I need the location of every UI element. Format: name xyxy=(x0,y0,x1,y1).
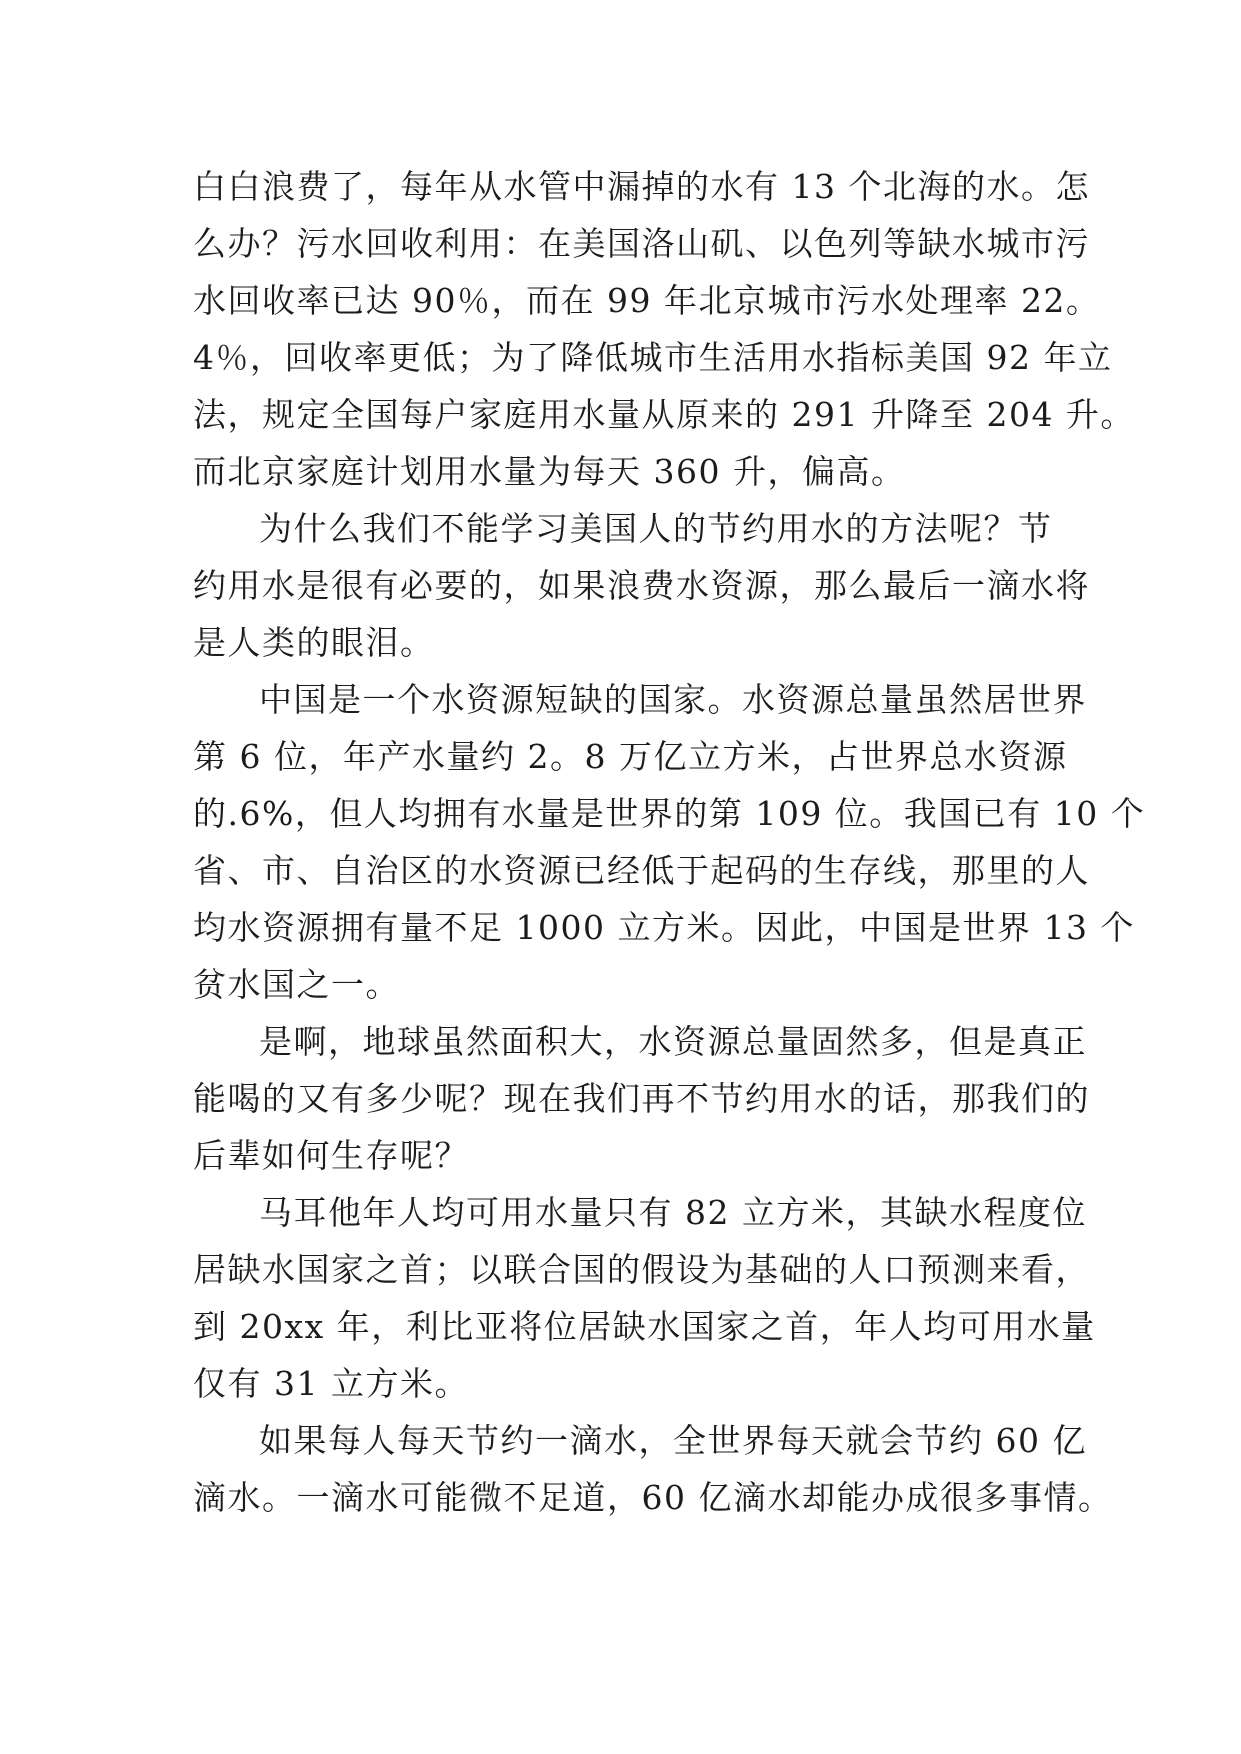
text-line: 4％，回收率更低；为了降低城市生活用水指标美国 92 年立 xyxy=(193,338,1113,377)
text-line: 么办？污水回收利用：在美国洛山矶、以色列等缺水城市污 xyxy=(193,224,1090,263)
paragraph-5 xyxy=(193,1184,1096,1412)
text-line: 到 20xx 年，利比亚将位居缺水国家之首，年人均可用水量 xyxy=(193,1307,1096,1346)
text-line: 滴水。一滴水可能微不足道，60 亿滴水却能办成很多事情。 xyxy=(193,1478,1113,1517)
text-line: 约用水是很有必要的，如果浪费水资源，那么最后一滴水将 xyxy=(193,566,1090,605)
text-line: 水回收率已达 90％，而在 99 年北京城市污水处理率 22。 xyxy=(193,281,1101,320)
text-line: 是啊，地球虽然面积大，水资源总量固然多，但是真正 xyxy=(259,1022,1087,1061)
paragraph-3 xyxy=(193,671,1146,1013)
paragraph-2 xyxy=(193,500,1090,671)
text-line: 中国是一个水资源短缺的国家。水资源总量虽然居世界 xyxy=(259,680,1087,719)
text-line: 如果每人每天节约一滴水，全世界每天就会节约 60 亿 xyxy=(259,1421,1087,1460)
paragraph-4 xyxy=(193,1013,1090,1184)
text-line: 而北京家庭计划用水量为每天 360 升，偏高。 xyxy=(193,452,906,491)
text-line: 能喝的又有多少呢？现在我们再不节约用水的话，那我们的 xyxy=(193,1079,1090,1118)
text-line: 的.6%，但人均拥有水量是世界的第 109 位。我国已有 10 个 xyxy=(193,794,1146,833)
text-line: 是人类的眼泪。 xyxy=(193,623,435,662)
text-line: 白白浪费了，每年从水管中漏掉的水有 13 个北海的水。怎 xyxy=(193,167,1090,206)
text-line: 为什么我们不能学习美国人的节约用水的方法呢？节 xyxy=(259,509,1053,548)
text-line: 均水资源拥有量不足 1000 立方米。因此，中国是世界 13 个 xyxy=(193,908,1135,947)
paragraph-1 xyxy=(193,158,1135,500)
text-line: 居缺水国家之首；以联合国的假设为基础的人口预测来看， xyxy=(193,1250,1090,1289)
text-line: 后辈如何生存呢？ xyxy=(193,1136,469,1175)
text-line: 省、市、自治区的水资源已经低于起码的生存线，那里的人 xyxy=(193,851,1090,890)
text-line: 马耳他年人均可用水量只有 82 立方米，其缺水程度位 xyxy=(259,1193,1087,1232)
text-line: 第 6 位，年产水量约 2。8 万亿立方米，占世界总水资源 xyxy=(193,737,1068,776)
document-body xyxy=(193,158,1146,1526)
text-line: 仅有 31 立方米。 xyxy=(193,1364,469,1403)
text-line: 贫水国之一。 xyxy=(193,965,400,1004)
text-line: 法，规定全国每户家庭用水量从原来的 291 升降至 204 升。 xyxy=(193,395,1135,434)
paragraph-6 xyxy=(193,1412,1113,1526)
